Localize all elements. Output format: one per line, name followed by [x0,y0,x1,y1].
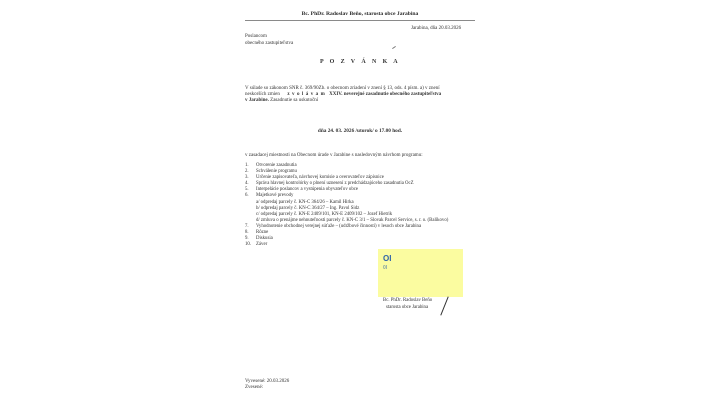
intro-held: Zasadnutie sa uskutoční [270,98,319,103]
agenda-item-number: 10. [245,242,251,248]
agenda-item-number: 3. [245,175,249,181]
stamp-text-bottom: 0I [383,265,388,271]
stamp-sticky-note [378,249,463,297]
signature-role: starosta obce Jarabina [386,305,429,310]
agenda-item-number: 6. [245,193,249,199]
agenda-item-number: 2. [245,169,249,175]
agenda-item-text: Majetkové prevody [256,193,294,199]
agenda-item-text: a/ odpredaj parcely č. KN-C 364/26 – Kamil Hirka [256,199,354,205]
agenda-item-text: b/ odpredaj parcely č. KN-C 364/27 – Ing. Pavol Sidz [256,205,360,211]
letterhead-title: Bc. PhDr. Radoslav Beňo, starosta obce Jarabina [301,11,419,17]
intro-convene: z v o l á v a m [287,92,326,97]
intro-line-3 [245,97,318,104]
letterhead-divider [245,20,475,21]
place-date: Jarabina, dňa 20.03.2026 [411,26,462,31]
addressee-line-2: obecného zastupiteľstva [245,41,294,46]
intro-session: XXIV. neverejné zasadnutie obecného zastupiteľstva [329,92,442,97]
agenda-item-text: Schválenie programu [256,169,297,175]
pen-mark [392,46,396,49]
stamp-text-top: OI [383,254,392,263]
agenda-item-text: Určenie zapisovateľa, návrhovej komisie a overovateľov zápisnice [256,175,384,181]
agenda-item-text: c/ odpredaj parcely č. KN-E 2409/101, KN-E 2409/102 – Jozef Hietrik [256,211,393,217]
agenda-item-number: 7. [245,223,249,229]
agenda-item-number: 9. [245,236,249,242]
signature-name: Bc. PhDr. Radoslav Beňo [383,298,433,303]
signature-stroke [440,297,448,316]
agenda-item-text: Rôzne [256,230,269,236]
meeting-location: v zasadacej miestnosti na Obecnom úrade v Jarabine s nasledovným návrhom programu: [245,153,423,158]
agenda-item [245,242,505,248]
agenda-item-text: Diskusia [256,236,273,242]
agenda-item-number: 4. [245,181,249,187]
agenda-item-text: Interpelácie poslancov a vystúpenia obyvateľov obce [256,187,358,193]
agenda-item-text: d/ zmluva o prenájme nehnuteľnosti parcely č. KN-C 3/1 – Slovak Parcel Service, s. r. o. (Balíkovo) [256,217,449,223]
document-title: P O Z V Á N K A [320,59,400,65]
intro-village: v Jarabine. [245,98,269,103]
addressee-line-1: Poslancom [245,34,267,39]
agenda-item-number: 8. [245,230,249,236]
agenda-item-text: Vyhodnotenie obchodnej verejnej súťaže – (udržbové činnosti) v lesoch obce Jarabina [256,223,422,229]
agenda-item-text: Správa hlavnej kontrolórky o plnení uznesení z predchádzajúceho zasadnutia OcZ [256,181,414,187]
agenda-item-number: 1. [245,163,249,168]
intro-line-2-pre: neskorších zmien [245,92,280,97]
agenda-item-number: 5. [245,187,249,193]
intro-line-1: V súlade so zákonom SNR č. 369/90Zb. o obecnom zriadení v znení § 13, ods. 4 písm. a) v znení [245,86,440,91]
agenda-item-text: Záver [256,242,268,248]
meeting-date: dňa 24. 03. 2026 /utorok/ o 17.00 hod. [317,128,403,134]
agenda-item-text: Otvorenie zasadnutia [256,163,297,168]
footer-removed: Zvesené: [245,385,264,390]
footer-posted: Vyvesené: 20.03.2026 [245,379,290,384]
agenda-list [245,163,505,248]
